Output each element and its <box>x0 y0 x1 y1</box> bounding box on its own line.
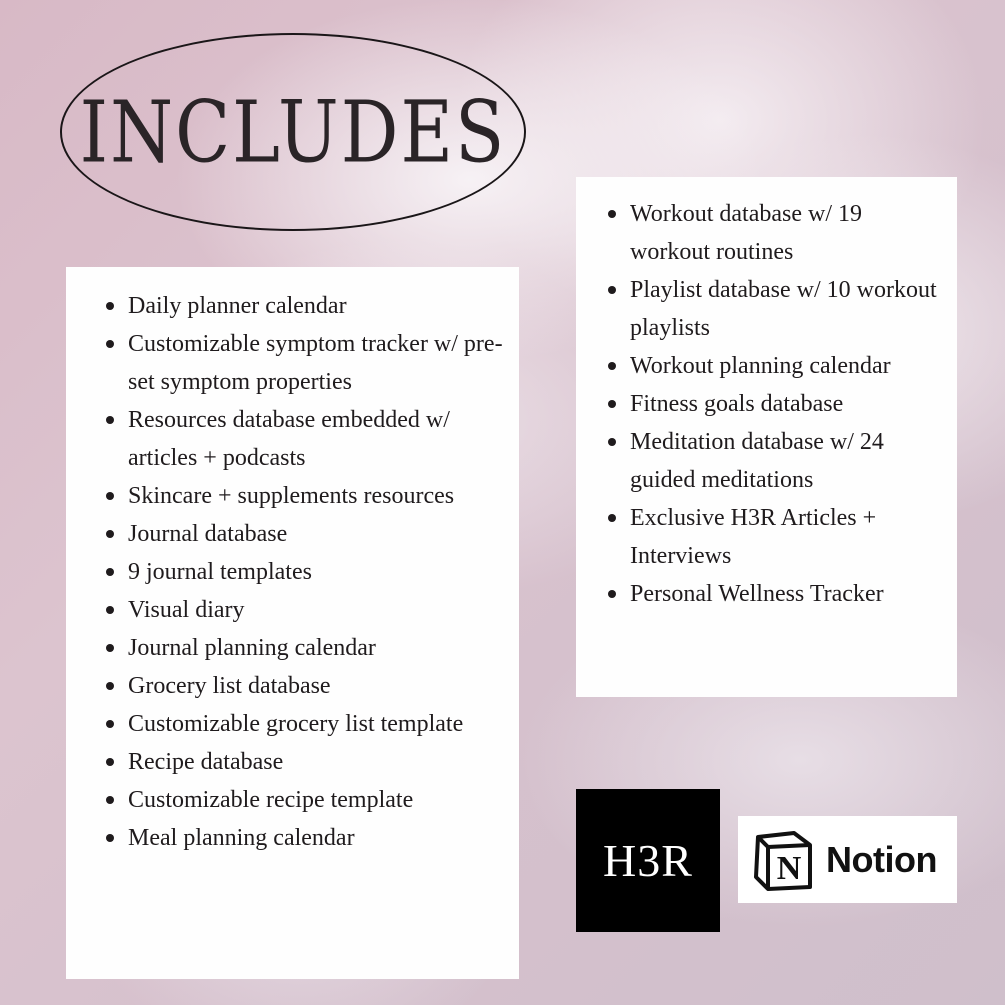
list-item: Workout database w/ 19 workout routines <box>608 195 945 271</box>
notion-mark-letter: N <box>776 849 802 887</box>
list-item: Playlist database w/ 10 workout playlists <box>608 271 945 347</box>
h3r-logo-text: H3R <box>603 835 693 886</box>
features-list-right <box>608 195 957 613</box>
page-title: INCLUDES <box>79 82 507 182</box>
list-item: Recipe database <box>106 743 508 781</box>
list-item: Meal planning calendar <box>106 819 508 857</box>
features-card-right <box>576 177 957 697</box>
list-item: Customizable grocery list template <box>106 705 508 743</box>
list-item: Customizable symptom tracker w/ pre-set symptom properties <box>106 325 508 401</box>
list-item: Customizable recipe template <box>106 781 508 819</box>
notion-logo <box>738 816 957 903</box>
list-item: 9 journal templates <box>106 553 508 591</box>
features-card-left <box>66 267 519 979</box>
list-item: Journal planning calendar <box>106 629 508 667</box>
features-list-left <box>106 287 519 857</box>
list-item: Meditation database w/ 24 guided meditations <box>608 423 945 499</box>
list-item: Daily planner calendar <box>106 287 508 325</box>
notion-icon <box>750 827 816 893</box>
notion-wordmark: Notion <box>826 838 937 880</box>
list-item: Fitness goals database <box>608 385 945 423</box>
list-item: Skincare + supplements resources <box>106 477 508 515</box>
list-item: Visual diary <box>106 591 508 629</box>
list-item: Resources database embedded w/ articles + podcasts <box>106 401 508 477</box>
h3r-logo <box>576 789 720 932</box>
list-item: Exclusive H3R Articles + Interviews <box>608 499 945 575</box>
list-item: Grocery list database <box>106 667 508 705</box>
list-item: Personal Wellness Tracker <box>608 575 945 613</box>
list-item: Journal database <box>106 515 508 553</box>
list-item: Workout planning calendar <box>608 347 945 385</box>
